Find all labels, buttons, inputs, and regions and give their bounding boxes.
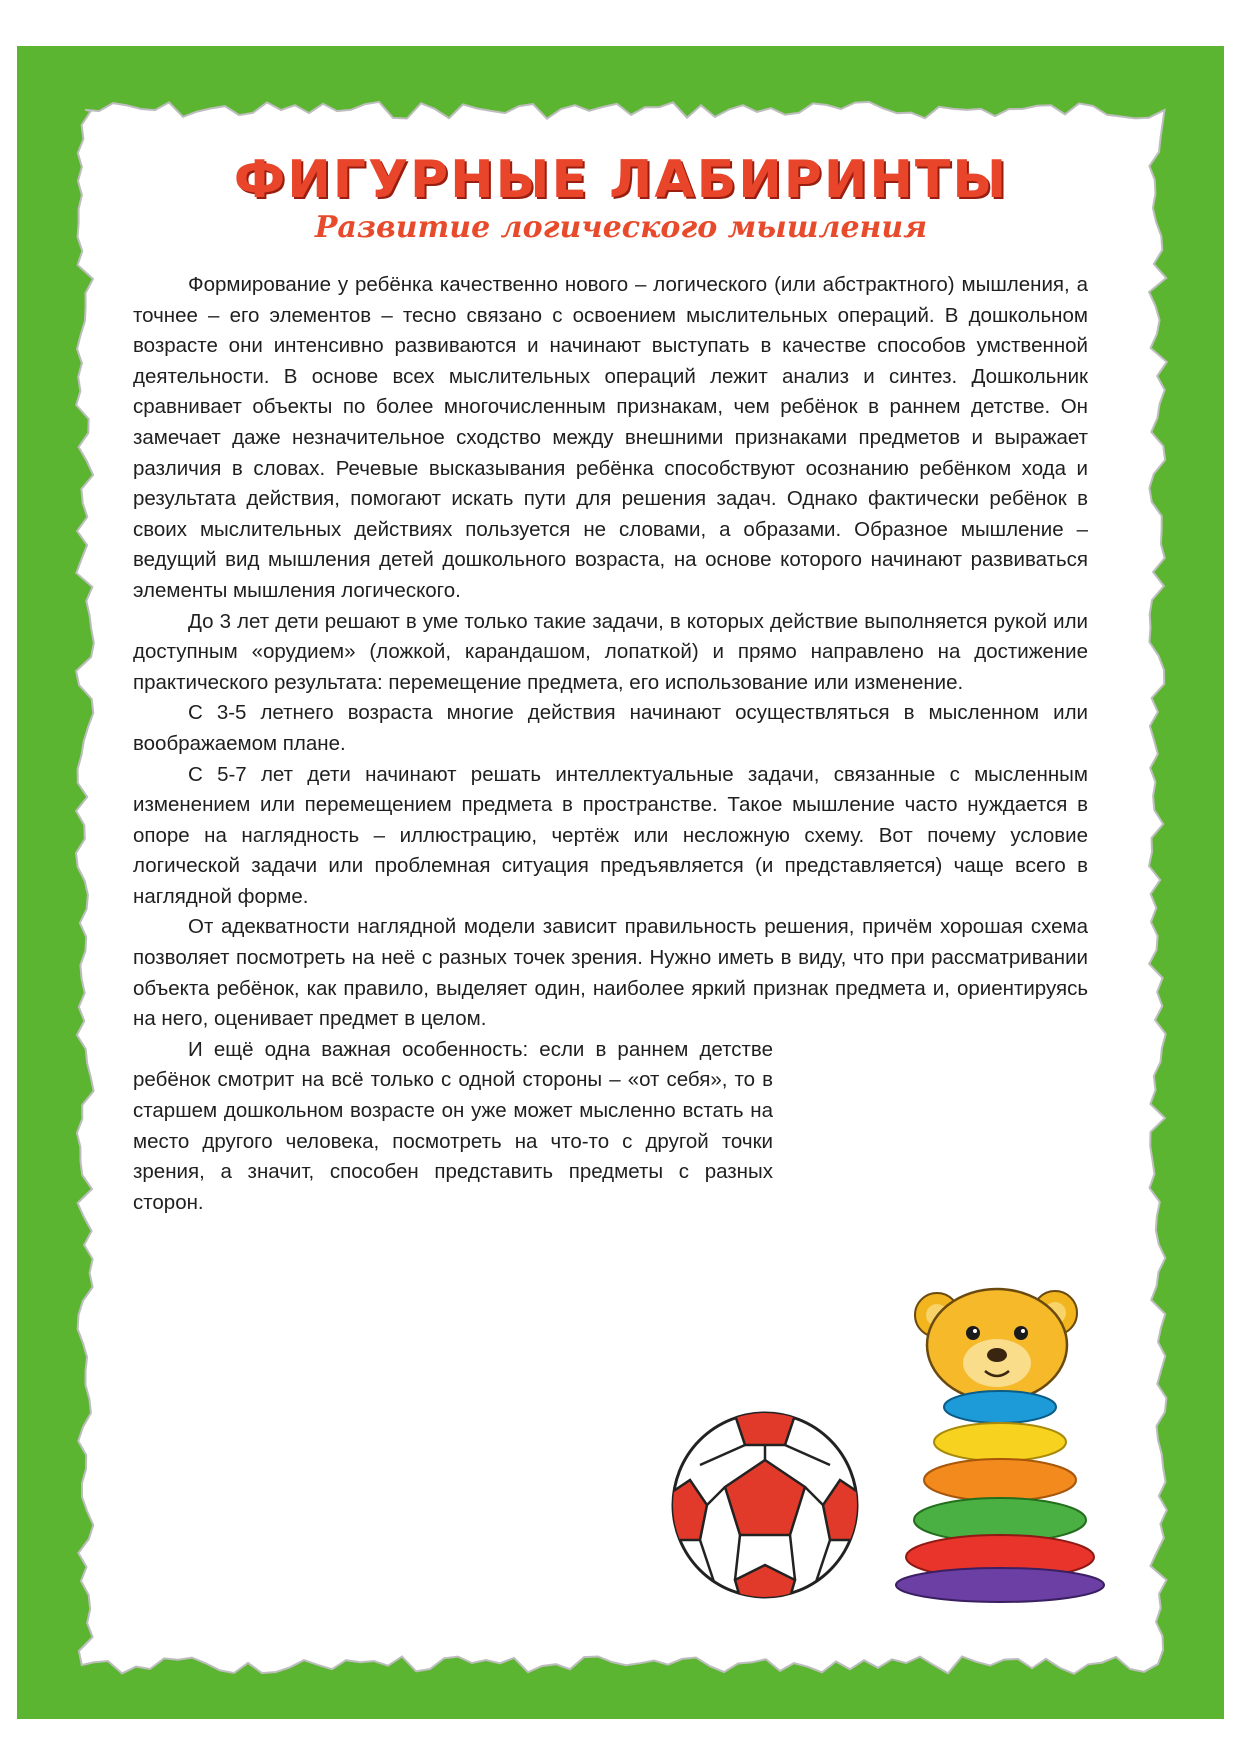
paragraph-6: И ещё одна важная особенность: если в раннем детстве ребёнок смотрит на всё только с одной стороны – «от себя», то в старшем дошкольном возрасте он уже может мысленно встать на место другого человека, посмотреть на что-то с другой точки зрения, а значит, способен представить предметы с разных сторон. [133,1037,773,1214]
paragraph-3: С 3-5 летнего возраста многие действия начинают осуществляться в мысленном или воображаемом плане. [133,701,1088,755]
paragraph-5: От адекватности наглядной модели зависит правильность решения, причём хорошая схема позволяет посмотреть на неё с разных точек зрения. Нужно иметь в виду, что при рассматривании объекта ребёнок, как правило, выделяет один, наиболее яркий признак предмета и, ориентируясь на него, оценивает предмет в целом. [133,915,1088,1031]
page-title: ФИГУРНЫЕ ЛАБИРИНТЫ [233,150,1009,210]
soccer-ball-icon [665,1405,865,1605]
paragraph-2: До 3 лет дети решают в уме только такие задачи, в которых действие выполняется рукой или доступным «орудием» (ложкой, карандашом, лопаткой) и прямо направлено на достижение практического результата: перемещение предмета, его использование или изменение. [133,609,1088,694]
bear-ring-pyramid-icon [885,1285,1115,1605]
article-body [133,270,1088,1218]
paragraph-1: Формирование у ребёнка качественно нового – логического (или абстрактного) мышления, а точнее – его элементов – тесно связано с освоением мыслительных операций. В дошкольном возрасте они интенсивно развиваются и начинают выступать в качестве способов умственной деятельности. В основе всех мыслительных операций лежит анализ и синтез. Дошкольник сравнивает объекты по более многочисленным признакам, чем ребёнок в раннем детстве. Он замечает даже незначительное сходство между внешними признаками предметов и выражает различия в словах. Речевые высказывания ребёнка способствуют осознанию ребёнком хода и результата действия, помогают искать пути для решения задач. Однако фактически ребёнок в своих мыслительных действиях пользуется не словами, а образами. Образное мышление – ведущий вид мышления детей дошкольного возраста, на основе которого начинают развиваться элементы мышления логического. [133,273,1088,602]
paragraph-4: С 5-7 лет дети начинают решать интеллектуальные задачи, связанные с мысленным изменением или перемещением предмета в пространстве. Такое мышление часто нуждается в опоре на наглядность – иллюстрацию, чертёж или несложную схему. Вот почему условие логической задачи или проблемная ситуация предъявляется (и представляется) чаще всего в наглядной форме. [133,762,1088,908]
page-subtitle: Развитие логического мышления [314,210,928,245]
